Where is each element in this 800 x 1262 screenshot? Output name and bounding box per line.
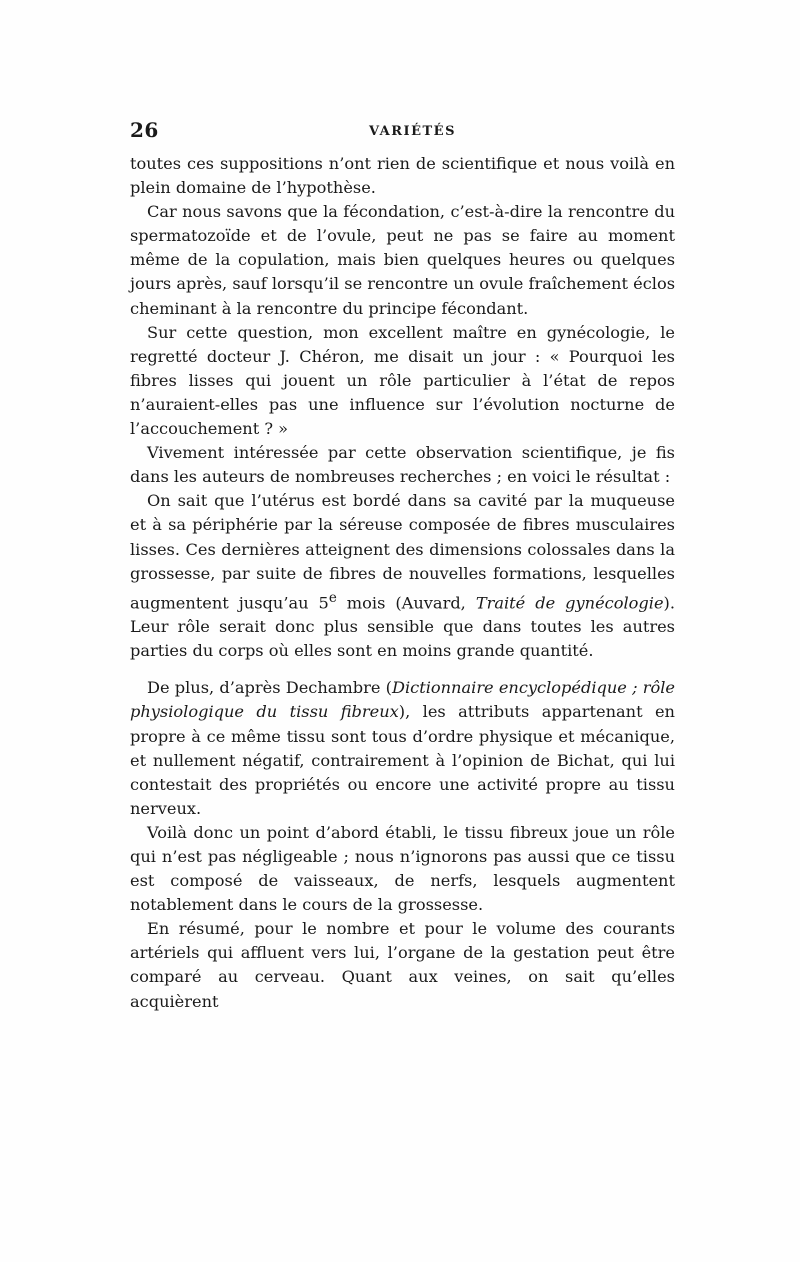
paragraph-uterus-text-1: On sait que l’utérus est bordé dans sa cavité par la muqueuse et à sa périphérie par la séreuse composée de fibres musculaires lisses. Ces dernières atteignent des dimensions colossales dans la grossesse, par suite de fibres de nouvelles formations, lesquelles augmentent jusqu’au 5 bbox=[130, 491, 675, 613]
paragraph-uterus-text-2: mois (Auvard, bbox=[336, 593, 476, 613]
paragraph-uterus bbox=[130, 489, 675, 663]
paragraph-cheron-question: Sur cette question, mon excellent maître en gynécologie, le regretté docteur J. Chéron, me disait un jour : « Pourquoi les fibres lisses qui jouent un rôle particulier à l’état de repos n’auraient-elles pas une influence sur l’évolution nocturne de l’accouchement ? » bbox=[130, 322, 675, 439]
page-number: 26 bbox=[130, 118, 159, 142]
ordinal-superscript: e bbox=[328, 589, 337, 606]
body-text bbox=[130, 152, 675, 1014]
paragraph-tissu-fibreux: Voilà donc un point d’abord établi, le tissu fibreux joue un rôle qui n’est pas négligeable ; nous n’ignorons pas aussi que ce tissu est composé de vaisseaux, de nerfs, lesquels augmentent notablement dans le cours de la grossesse. bbox=[130, 822, 675, 915]
paragraph-fecondation: Car nous savons que la fécondation, c’est-à-dire la rencontre du spermatozoïde et de l’ovule, peut ne pas se faire au moment même de la copulation, mais bien quelques heures ou quelques jours après, sauf lorsqu’il se rencontre un ovule fraîchement éclos cheminant à la rencontre du principe fécondant. bbox=[130, 202, 675, 318]
paragraph-recherches: Vivement intéressée par cette observation scientifique, je fis dans les auteurs de nombreuses recherches ; en voici le résultat : bbox=[130, 443, 675, 487]
paragraph-uterus-text-3: ). Leur rôle serait donc plus sensible que dans toutes les autres parties du corps où elles sont en moins grande quantité. bbox=[130, 593, 675, 661]
page-header bbox=[130, 118, 675, 148]
paragraph-continuation: toutes ces suppositions n’ont rien de scientifique et nous voilà en plein domaine de l’hypothèse. bbox=[130, 154, 675, 198]
paragraph-dechambre-text-1: De plus, d’après Dechambre ( bbox=[147, 678, 392, 698]
paragraph-resume: En résumé, pour le nombre et pour le volume des courants artériels qui affluent vers lui, l’organe de la gestation peut être comparé au cerveau. Quant aux veines, on sait qu’elles acquièrent bbox=[130, 919, 675, 1011]
citation-dictionnaire: Dictionnaire encyclopédique ; rôle physiologique du tissu fibreux bbox=[130, 678, 675, 722]
paragraph-dechambre bbox=[130, 676, 675, 821]
running-head: VARIÉTÉS bbox=[369, 124, 456, 139]
paragraph-dechambre-text-2: ), les attributs appartenant en propre à ce même tissu sont tous d’ordre physique et mécanique, et nullement négatif, contrairement à l’opinion de Bichat, qui lui contestait des propriétés ou encore une activité propre au tissu nerveux. bbox=[130, 702, 675, 818]
citation-traite-gynecologie: Traité de gynécologie bbox=[475, 593, 664, 613]
